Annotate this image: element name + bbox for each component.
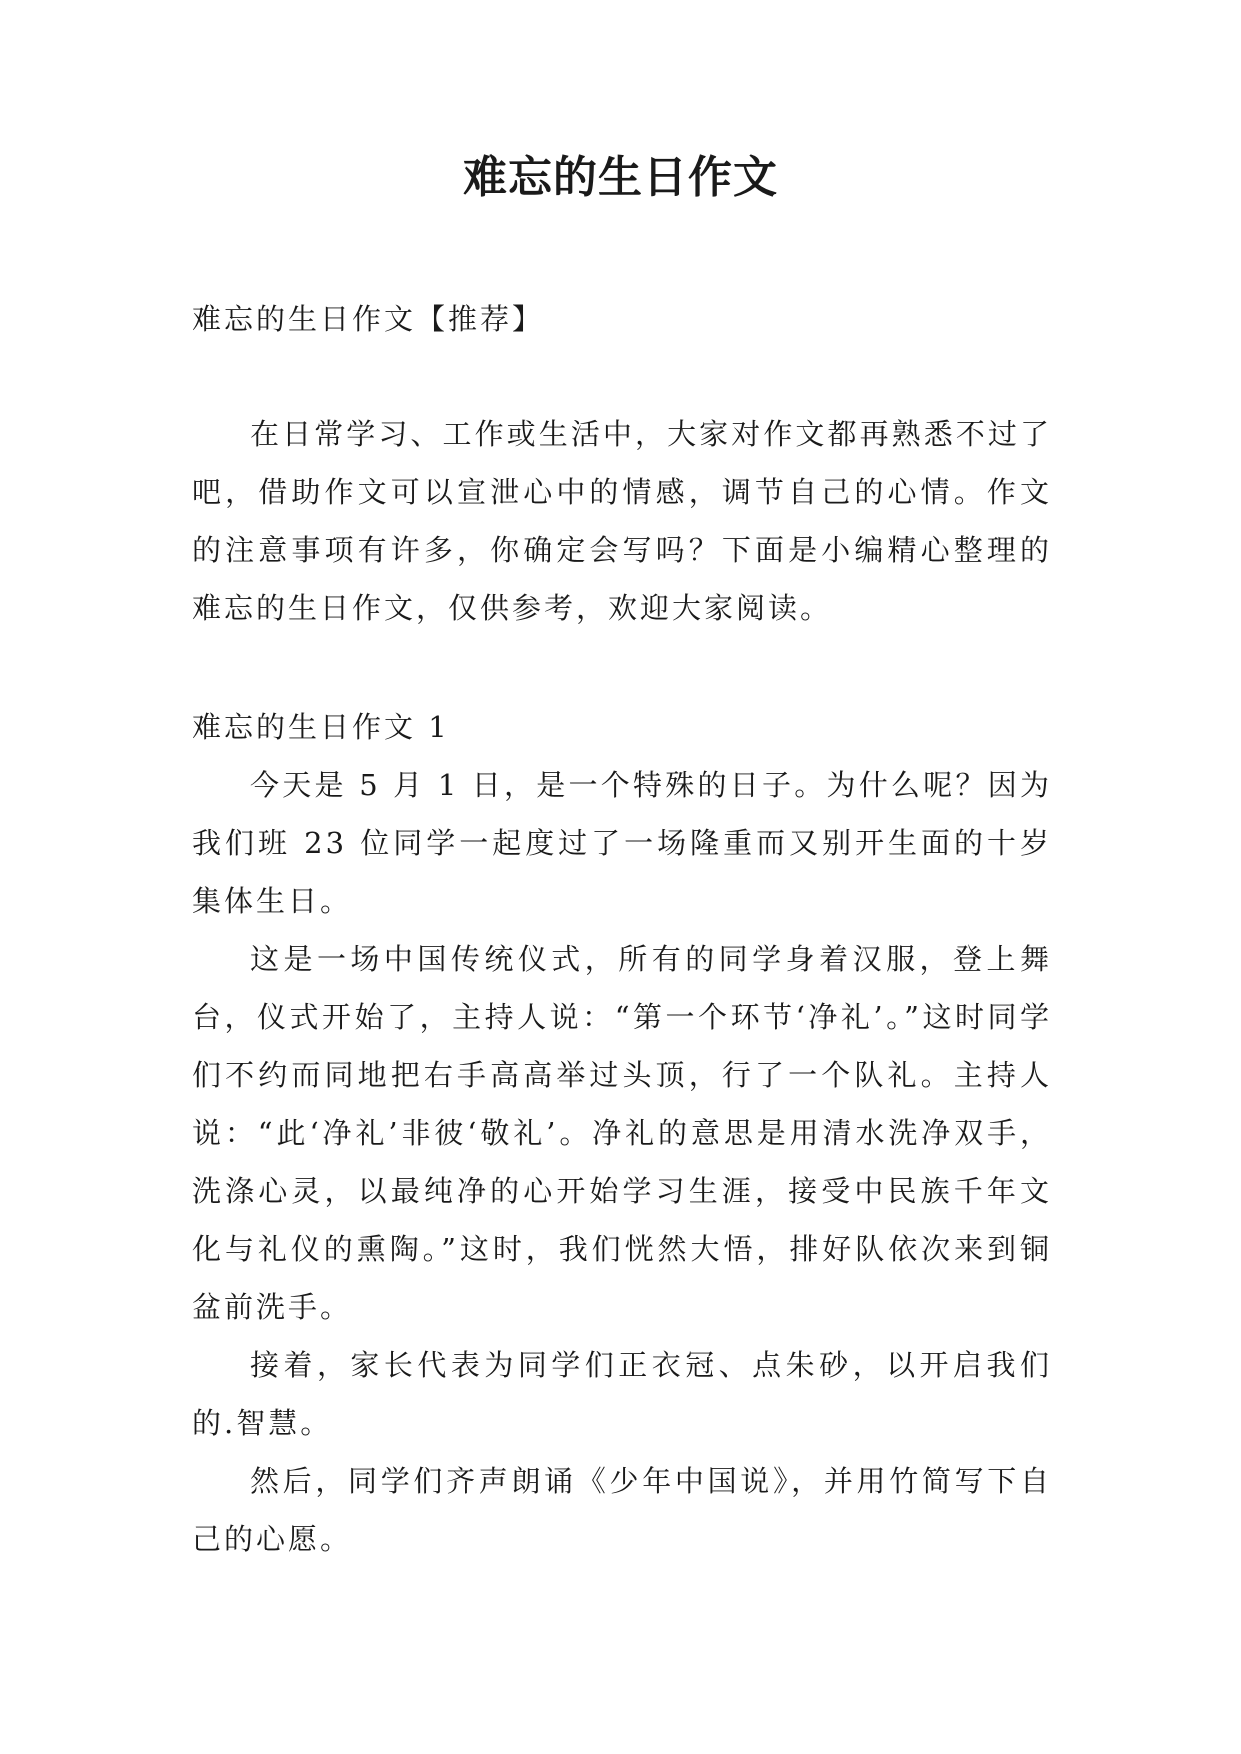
section-body bbox=[192, 756, 1052, 1568]
intro-paragraph: 在日常学习、工作或生活中，大家对作文都再熟悉不过了吧，借助作文可以宣泄心中的情感，调节自己的心情。作文的注意事项有许多，你确定会写吗？下面是小编精心整理的难忘的生日作文，仅供参考，欢迎大家阅读。 bbox=[192, 417, 1052, 625]
paragraph: 然后，同学们齐声朗诵《少年中国说》，并用竹简写下自己的心愿。 bbox=[192, 1464, 1052, 1556]
intro-block bbox=[192, 405, 1052, 637]
section-heading: 难忘的生日作文 1 bbox=[192, 710, 450, 744]
document-subtitle: 难忘的生日作文【推荐】 bbox=[192, 302, 545, 336]
paragraph: 这是一场中国传统仪式，所有的同学身着汉服，登上舞台，仪式开始了，主持人说：“第一个环节‘净礼’。”这时同学们不约而同地把右手高高举过头顶，行了一个队礼。主持人说：“此‘净礼’非彼‘敬礼’。净礼的意思是用清水洗净双手，洗涤心灵，以最纯净的心开始学习生涯，接受中民族千年文化与礼仪的熏陶。”这时，我们恍然大悟，排好队依次来到铜盆前洗手。 bbox=[192, 942, 1052, 1324]
paragraph: 接着，家长代表为同学们正衣冠、点朱砂，以开启我们的.智慧。 bbox=[192, 1348, 1052, 1440]
paragraph: 今天是 5 月 1 日，是一个特殊的日子。为什么呢？因为我们班 23 位同学一起度过了一场隆重而又别开生面的十岁集体生日。 bbox=[192, 768, 1052, 918]
page-title: 难忘的生日作文 bbox=[463, 152, 778, 203]
